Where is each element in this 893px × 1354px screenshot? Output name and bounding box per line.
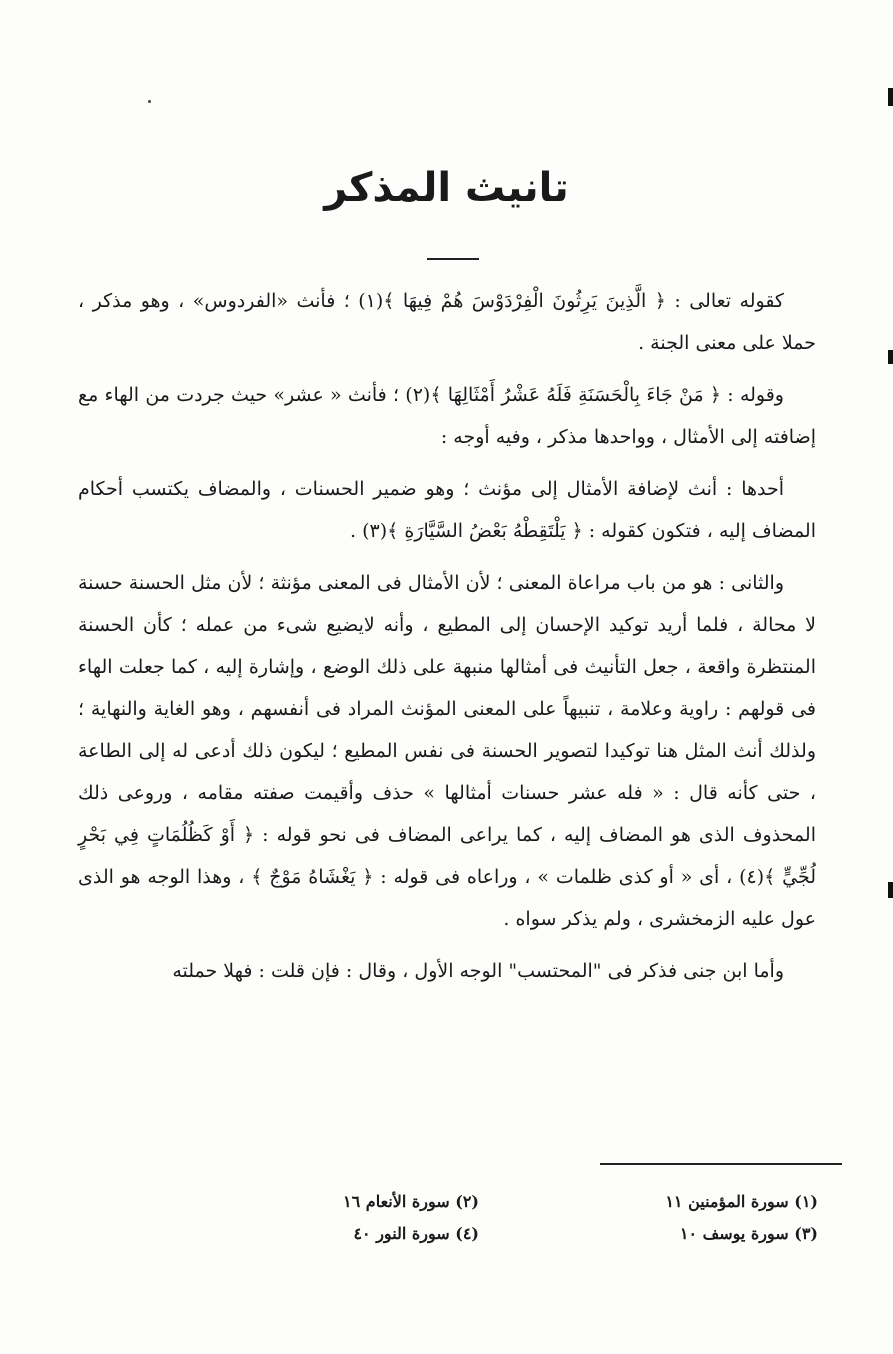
footnote: (١) سورة المؤمنين ١١ (665, 1192, 818, 1211)
edge-mark (888, 88, 893, 106)
page-title: تانيث المذكر (324, 165, 569, 211)
paragraph: أحدها : أنث لإضافة الأمثال إلى مؤنث ؛ وهو ضمير الحسنات ، والمضاف يكتسب أحكام المضاف إليه ، فتكون كقوله : ﴿ يَلْتَقِطْهُ بَعْضُ السَّيَّارَةِ ﴾(٣) . (78, 478, 816, 542)
paragraph: كقوله تعالى : ﴿ الَّذِينَ يَرِثُونَ الْفِرْدَوْسَ هُمْ فِيهَا ﴾(١) ؛ فأنث «الفردوس» ، وهو مذكر ، حملا على معنى الجنة . (78, 290, 816, 354)
footnote: (٣) سورة يوسف ١٠ (679, 1224, 818, 1243)
footnote-divider (600, 1163, 842, 1165)
paragraph: والثانى : هو من باب مراعاة المعنى ؛ لأن الأمثال فى المعنى مؤنثة ؛ لأن مثل الحسنة حسنة لا محالة ، فلما أريد توكيد الإحسان إلى المطيع ، وأنه لايضيع شىء من عمله ؛ كأن الحسنة المنتظرة واقعة ، جعل التأنيث فى أمثالها منبهة على ذلك الوضع ، وإشارة إليه ، كما جعلت الهاء فى قولهم : راوية وعلامة ، تنبيهاً على المعنى المؤنث المراد فى أنفسهم ، وهو الغاية والنهاية ؛ ولذلك أنث المثل هنا توكيدا لتصوير الحسنة فى نفس المطيع ؛ ليكون ذلك أدعى له إلى الطاعة ، حتى كأنه قال : « فله عشر حسنات أمثالها » حذف وأقيمت صفته مقامه ، وروعى ذلك المحذوف الذى هو المضاف إليه ، كما يراعى المضاف فى نحو قوله : ﴿ أَوْ كَظُلُمَاتٍ فِي بَحْرٍ لُجِّيٍّ ﴾(٤) ، أى « أو كذى ظلمات » ، وراعاه فى قوله : ﴿ يَغْشَاهُ مَوْجٌ ﴾ ، وهذا الوجه هو الذى عول عليه الزمخشرى ، ولم يذكر سواه . (78, 572, 816, 930)
body-text (78, 280, 816, 1002)
paragraph: وقوله : ﴿ مَنْ جَاءَ بِالْحَسَنَةِ فَلَهُ عَشْرُ أَمْثَالِهَا ﴾(٢) ؛ فأنث « عشر» حيث جردت من الهاء مع إضافته إلى الأمثال ، وواحدها مذكر ، وفيه أوجه : (78, 384, 816, 448)
footnote: (٢) سورة الأنعام ١٦ (343, 1192, 479, 1211)
edge-mark (888, 882, 893, 898)
footnote: (٤) سورة النور ٤٠ (353, 1224, 479, 1243)
edge-mark (888, 350, 893, 364)
title-divider (427, 258, 479, 260)
stray-mark (148, 100, 151, 103)
paragraph: وأما ابن جنى فذكر فى "المحتسب" الوجه الأول ، وقال : فإن قلت : فهلا حملته (172, 960, 784, 982)
footnotes (240, 1188, 818, 1248)
